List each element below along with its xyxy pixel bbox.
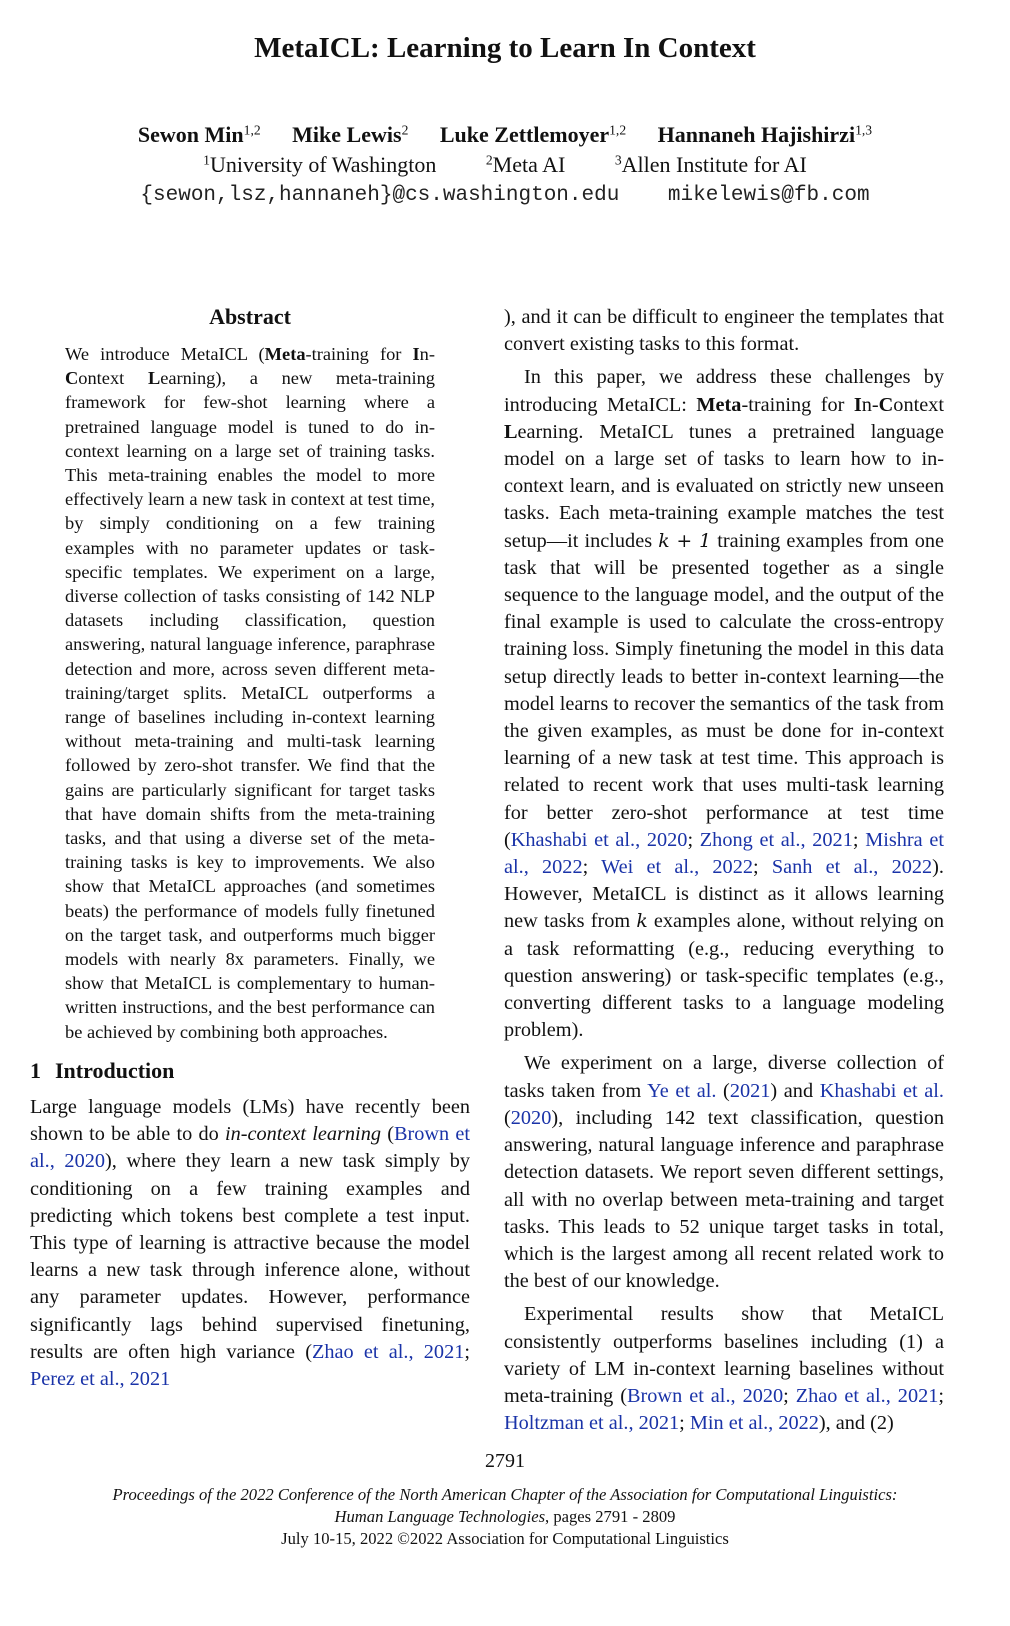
footer-line-2: Human Language Technologies, pages 2791 - 2809 (334, 1507, 676, 1526)
right-column (504, 304, 944, 1437)
citation-link[interactable]: Brown et al., 2020 (627, 1384, 784, 1407)
intro-paragraph-3: We experiment on a large, diverse collection of tasks taken from Ye et al. (2021) and Khashabi et al. (2020), including 142 text classification, question answering, natural language inference and paraphrase detection datasets. We report seven different settings, all with no overlap between meta-training and target tasks. This leads to 52 unique target tasks in total, which is the largest among all recent related work to the best of our knowledge. (504, 1052, 945, 1293)
citation-link[interactable]: Ye et al. (647, 1079, 717, 1102)
affiliation-2: $^2$Meta AI (485, 152, 566, 177)
affiliation-1: $^1$University of Washington (203, 152, 437, 177)
email-2: mikelewis@fb.com (667, 184, 870, 207)
author-list (0, 122, 1010, 148)
author-4: Hannaneh Hajishirzi$^{1,3}$ (657, 122, 873, 147)
section-title: Introduction (55, 1057, 175, 1083)
abstract-heading: Abstract (209, 304, 291, 329)
math-k-plus-1: k + 1 (658, 530, 712, 552)
footer-line-3: July 10-15, 2022 ©2022 Association for Computational Linguistics (281, 1529, 729, 1548)
citation-link[interactable]: Brown et al., 2020 (30, 1123, 471, 1173)
section-number: 1 (30, 1057, 41, 1083)
intro-paragraph-1-continued: ), and it can be difficult to engineer the templates that convert existing tasks to this format. (504, 306, 944, 356)
email-list (0, 184, 1010, 207)
intro-paragraph-4: Experimental results show that MetaICL consistently outperforms baselines including (1) a variety of LM in-context learning baselines without meta-training (Brown et al., 2020; Zhao et al., 2021; Holtzman et al., 2021; Min et al., 2022), and (2) (504, 1303, 945, 1435)
citation-link[interactable]: Zhao et al., 2021 (795, 1384, 939, 1407)
author-1: Sewon Min$^{1,2}$ (137, 122, 261, 147)
citation-link[interactable]: Holtzman et al., 2021 (504, 1412, 680, 1435)
affiliation-list (0, 152, 1010, 178)
citation-link[interactable]: Sanh et al., 2022 (771, 856, 933, 879)
section-heading-introduction (30, 1058, 470, 1084)
author-3: Luke Zettlemoyer$^{1,2}$ (439, 122, 627, 147)
proceedings-footer (0, 1484, 1010, 1550)
citation-link[interactable]: Khashabi et al. (819, 1079, 945, 1102)
citation-link[interactable]: Khashabi et al., 2020 (510, 828, 688, 851)
citation-link[interactable]: 2021 (729, 1079, 771, 1102)
intro-paragraph-1: Large language models (LMs) have recently been shown to be able to do in-context learning (Brown et al., 2020), where they learn a new task simply by conditioning on a few training examples and predicting which tokens best complete a test input. This type of learning is attractive because the model learns a new task through inference alone, without any parameter updates. However, performance significantly lags behind supervised finetuning, results are often high variance (Zhao et al., 2021; Perez et al., 2021 (30, 1095, 471, 1390)
author-2: Mike Lewis$^2$ (292, 122, 409, 147)
citation-link[interactable]: Wei et al., 2022 (601, 856, 753, 879)
citation-link[interactable]: Zhao et al., 2021 (312, 1340, 465, 1363)
page-number: 2791 (485, 1450, 525, 1472)
left-column (30, 304, 470, 1393)
citation-link[interactable]: Perez et al., 2021 (30, 1367, 171, 1390)
citation-link[interactable]: 2020 (510, 1106, 552, 1129)
math-k: k (636, 911, 648, 933)
affiliation-3: $^3$Allen Institute for AI (614, 152, 807, 177)
abstract-body: We introduce MetaICL (Meta-training for In-Context Learning), a new meta-training framework for few-shot learning where a pretrained language model is tuned to do in-context learning on a large set of training tasks. This meta-training enables the model to more effectively learn a new task in context at test time, by simply conditioning on a few training examples with no parameter updates or task-specific templates. We experiment on a large, diverse collection of tasks consisting of 142 NLP datasets including classification, question answering, natural language inference, paraphrase detection and more, across seven different meta-training/target splits. MetaICL outperforms a range of baselines including in-context learning without meta-training and multi-task learning followed by zero-shot transfer. We find that the gains are particularly significant for target tasks that have domain shifts from the meta-training tasks, and that using a diverse set of the meta-training tasks is key to improvements. We also show that MetaICL approaches (and sometimes beats) the performance of models fully finetuned on the target task, and outperforms much bigger models with nearly 8x parameters. Finally, we show that MetaICL is complementary to human-written instructions, and the best performance can be achieved by combining both approaches. (65, 344, 435, 1042)
footer-line-1: Proceedings of the 2022 Conference of the North American Chapter of the Association for Computational Linguistics: (112, 1485, 898, 1504)
citation-link[interactable]: Mishra et al., 2022 (504, 828, 944, 879)
intro-paragraph-2: In this paper, we address these challenges by introducing MetaICL: Meta-training for In-Context Learning. MetaICL tunes a pretrained language model on a large set of tasks to learn how to in-context learn, and is evaluated on strictly new unseen tasks. Each meta-training example matches the test setup—it includes k + 1 training examples from one task that will be presented together as a single sequence to the language model, and the output of the final example is used to calculate the cross-entropy training loss. Simply finetuning the model in this data setup directly leads to better in-context learning—the model learns to recover the semantics of the task from the given examples, as must be done for in-context learning of a new task at test time. This approach is related to recent work that uses multi-task learning for better zero-shot performance at test time (Khashabi et al., 2020; Zhong et al., 2021; Mishra et al., 2022; Wei et al., 2022; Sanh et al., 2022). However, MetaICL is distinct as it allows learning new tasks from k examples alone, without relying on a task reformatting (e.g., reducing everything to question answering) or task-specific templates (e.g., converting different tasks to a language modeling problem). (504, 366, 944, 1042)
paper-title: MetaICL: Learning to Learn In Context (254, 32, 756, 64)
citation-link[interactable]: Min et al., 2022 (689, 1412, 819, 1435)
email-1: {sewon,lsz,hannaneh}@cs.washington.edu (140, 184, 620, 207)
citation-link[interactable]: Zhong et al., 2021 (699, 828, 853, 851)
